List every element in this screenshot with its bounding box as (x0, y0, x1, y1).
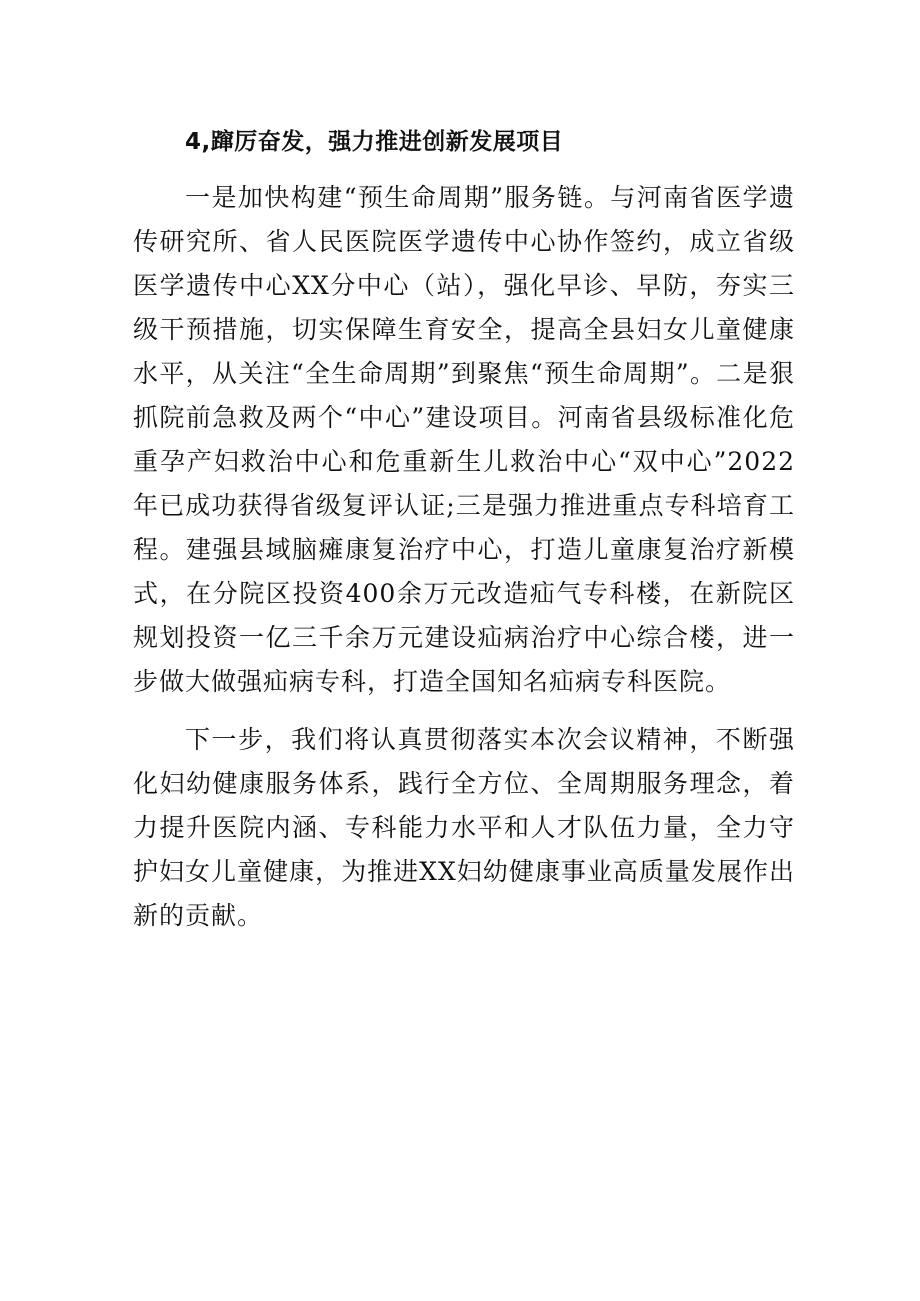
section-heading: 4,蹿厉奋发，强力推进创新发展项目 (185, 129, 564, 155)
document-body (133, 120, 795, 938)
paragraph-next-steps: 下一步，我们将认真贯彻落实本次会议精神，不断强化妇幼健康服务体系，践行全方位、全周期服务理念，着力提升医院内涵、专科能力水平和人才队伍力量，全力守护妇女儿童健康，为推进XX妇幼健康事业高质量发展作出新的贡献。 (133, 725, 795, 930)
paragraph-projects: 一是加快构建“预生命周期”服务链。与河南省医学遗传研究所、省人民医院医学遗传中心协作签约，成立省级医学遗传中心XX分中心（站），强化早诊、早防，夯实三级干预措施，切实保障生育安全，提高全县妇女儿童健康水平，从关注“全生命周期”到聚焦“预生命周期”。二是狠抓院前急救及两个“中心”建设项目。河南省县级标准化危重孕产妇救治中心和危重新生儿救治中心“双中心”2022年已成功获得省级复评认证;三是强力推进重点专科培育工程。建强县域脑瘫康复治疗中心，打造儿童康复治疗新模式，在分院区投资400余万元改造疝气专科楼，在新院区规划投资一亿三千余万元建设疝病治疗中心综合楼，进一步做大做强疝病专科，打造全国知名疝病专科医院。 (133, 183, 795, 696)
